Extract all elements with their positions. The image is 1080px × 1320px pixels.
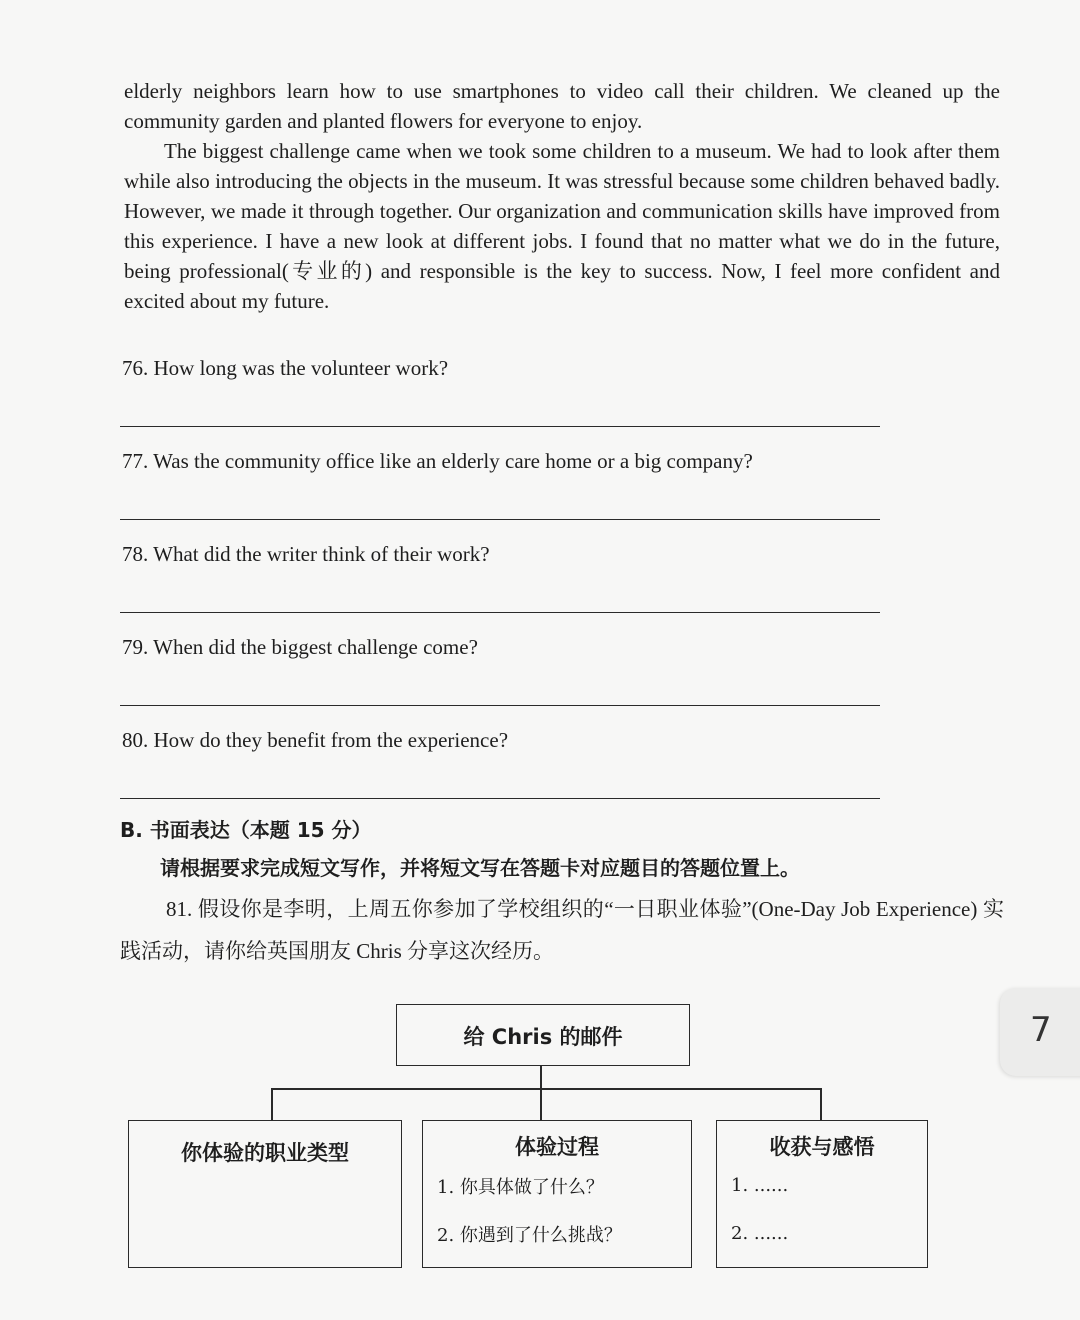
diagram-root-box [396, 1004, 690, 1066]
connector-horizontal [271, 1088, 822, 1090]
question-78: 78. What did the writer think of their work? [122, 542, 490, 566]
passage-paragraph-1: elderly neighbors learn how to use smartphones to video call their children. We cleaned up the community garden and planted flowers for everyone to enjoy. [124, 79, 1000, 133]
answer-line-78[interactable] [120, 612, 880, 613]
answer-line-77[interactable] [120, 519, 880, 520]
writing-prompt-81: 81. 假设你是李明，上周五你参加了学校组织的“一日职业体验”(One-Day Job Experience) 实践活动，请你给英国朋友 Chris 分享这次经历。 [120, 897, 1004, 963]
connector-vertical-left [271, 1088, 273, 1120]
diagram-middle-item-2: 2. 你遇到了什么挑战？ [437, 1225, 622, 1246]
diagram-left-title: 你体验的职业类型 [181, 1141, 349, 1165]
question-79: 79. When did the biggest challenge come? [122, 635, 478, 659]
diagram-middle-title: 体验过程 [515, 1135, 599, 1159]
diagram-middle-item-1: 1. 你具体做了什么？ [437, 1177, 604, 1198]
question-76: 76. How long was the volunteer work? [122, 356, 449, 380]
diagram-middle-box [422, 1120, 692, 1268]
diagram-root-title: 给 Chris 的邮件 [463, 1025, 623, 1049]
diagram-right-title: 收获与感悟 [769, 1135, 875, 1159]
question-80: 80. How do they benefit from the experience? [122, 728, 509, 752]
section-b-instruction: 请根据要求完成短文写作，并将短文写在答题卡对应题目的答题位置上。 [160, 856, 800, 880]
answer-line-79[interactable] [120, 705, 880, 706]
connector-vertical-right [820, 1088, 822, 1120]
section-b-heading: B. 书面表达（本题 15 分） [120, 818, 372, 842]
passage-paragraph-2: The biggest challenge came when we took some children to a museum. We had to look after them while also introducing the objects in the museum. It was stressful because some children behaved badly. However, we made it through together. Our organization and communication skills have improved from this experience. I have a new look at different jobs. I found that no matter what we do in the future, being professional(专业的) and responsible is the key to success. Now, I feel more confident and excited about my future. [124, 139, 1000, 313]
diagram-left-box [128, 1120, 402, 1268]
connector-vertical-center [540, 1066, 542, 1120]
diagram-right-item-2: 2. ...... [731, 1223, 789, 1244]
diagram-right-item-1: 1. ...... [731, 1175, 789, 1196]
question-77: 77. Was the community office like an elderly care home or a big company? [122, 449, 753, 473]
diagram-right-box [716, 1120, 928, 1268]
answer-line-76[interactable] [120, 426, 880, 427]
answer-line-80[interactable] [120, 798, 880, 799]
page-number: 7 [1030, 1010, 1052, 1050]
